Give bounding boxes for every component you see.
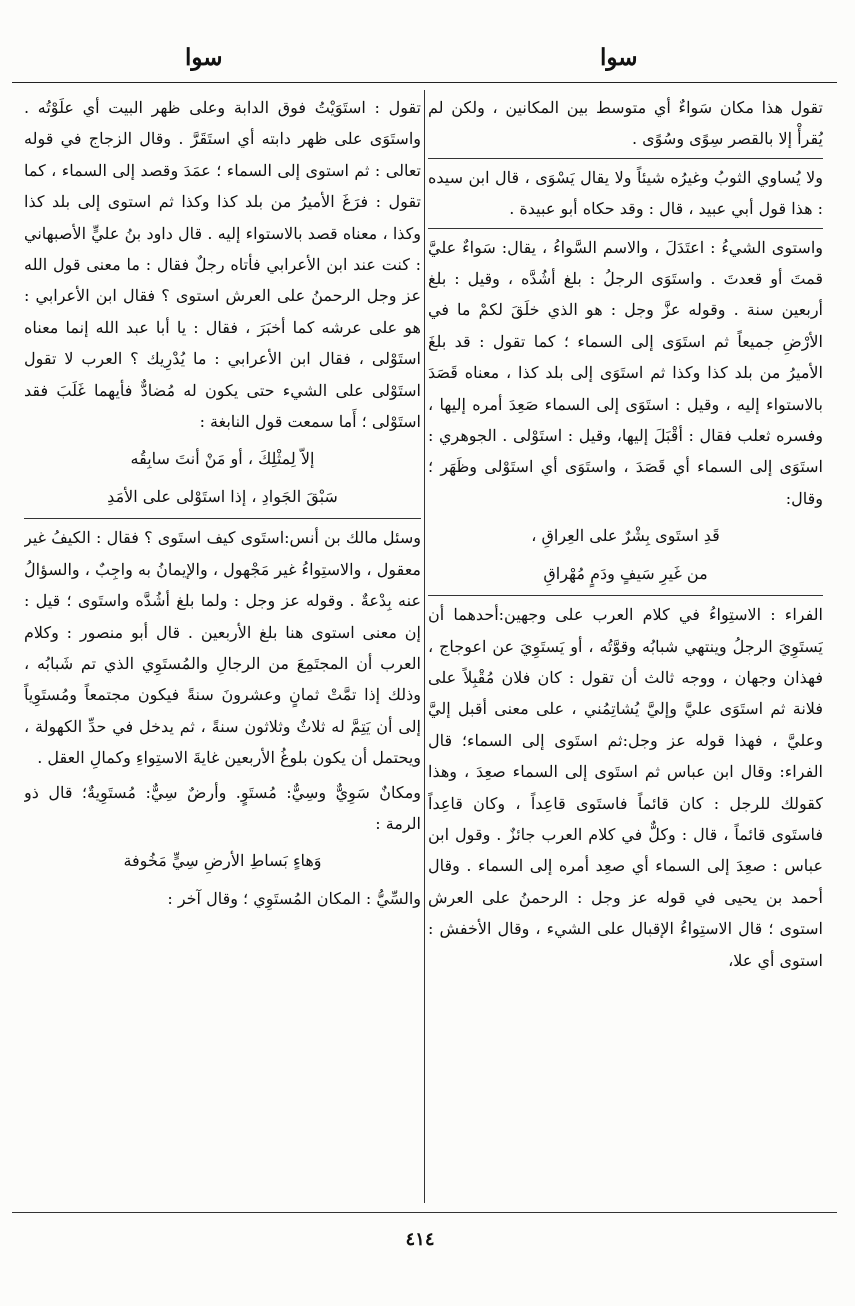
right-verse-line-1: قَدِ استَوى بِشْرٌ على العِراقِ ، (531, 526, 720, 546)
entry-separator (428, 158, 823, 159)
right-paragraph-1: تقول هذا مكان سَواءٌ أي متوسط بين المكانين ، ولكن لم يُقرأْ إلا بالقصر سِوًى وسُوًى . (428, 98, 823, 149)
left-paragraph-1: تقول : استَوَيْتُ فوق الدابة وعلى ظهر البيت أي علَوْتُه . واستَوَى على ظهر دابته أي استَقَرَّ . وقال الزجاج في قوله تعالى : ثم استوى إلى السماء ؛ عمَدَ وقصد إلى السماء ، كما تقول : فرَغَ الأميرُ من بلد كذا وكذا ثم استوى إلى بلد كذا وكذا ، معناه قصد بالاستواء إليه . قال داود بنُ عليٍّ الأصبهاني : كنت عند ابن الأعرابي فأتاه رجلٌ فقال : ما معنى قول الله عز وجل الرحمنُ على العرش استوى ؟ فقال ابن الأعرابي : هو على عرشه كما أخبَرَ ، فقال : يا أبا عبد الله إنما معناه استَوْلى ، فقال ابن الأعرابي : ما يُدْرِيك ؟ العرب لا تقول استَوْلى على الشيء حتى يكون له مُضادٌّ فأيهما غَلَبَ فقد استَوْلى ؛ أَما سمعت قول النابغة : (24, 98, 421, 432)
left-verse-line-1: إلاّ لِمثْلِكَ ، أو مَنْ أنتَ سابِقُه (130, 449, 315, 469)
left-paragraph-3: ومكانٌ سَوِيٌّ وسِيٌّ: مُستَوٍ. وأرضٌ سِيٌّ: مُستَوِيةٌ؛ قال ذو الرمة : (24, 782, 421, 833)
right-verse-line-2: من غَيرِ سَيفٍ ودَمٍ مُهْراقِ (543, 563, 708, 583)
left-paragraph-2: وسئل مالك بن أنس:استَوى كيف استَوى ؟ فقال : الكيفُ غير معقول ، والاستِواءُ غير مَجْهول ، والإيمانُ به واجِبٌ ، والسؤالُ عنه بِدْعةٌ . وقوله عز وجل : ولما بلغ أشُدَّه واستَوى ؛ قيل : إن معنى استوى هنا بلغ الأربعين . قال أبو منصور : وكلام العرب أن المجتَمِعَ من الرجالِ والمُستَوِي الذي تم شَبابُه ، وذلك إذا تمَّتْ ثمانٍ وعشرونَ سنةً فيكون مجتمعاً ومُستَوِياً إلى أن يَتِمَّ له ثلاثٌ وثلاثون سنةً ، ثم يدخل في حدِّ الكهولة ، ويحتمل أن يكون بلوغُ الأربعين غايةَ الاستِواءِ وكمالِ العقل . (24, 528, 421, 768)
header-word-left: سوا (185, 44, 223, 71)
header-rule (12, 82, 837, 83)
right-paragraph-4: الفراء : الاستِواءُ في كلام العرب على وجهين:أحدهما أن يَستَوِيَ الرجلُ وينتهي شبابُه وقوَّتُه ، أو يَستَوِيَ عن اعوجاج ، فهذان وجهان ، ووجه ثالث أن تقول : كان فلان مُقْبِلاً على فلانة ثم استَوَى عليَّ وإليَّ يُشاتِمُني ، على معنى أقبل إليَّ وعليَّ ، فهذا قوله عز وجل:ثم استَوى إلى السماء؛ قال الفراء: وقال ابن عباس ثم استَوى إلى السماء صعِدَ ، وهذا كقولك للرجل : كان قائماً فاستَوى قاعِداً ، وكان قاعِداً فاستَوى قائماً ، قال : وكلٌّ في كلام العرب جائزٌ . وقول ابن عباس : صعِدَ إلى السماء أي صعِد أمره إلى السماء . وقال أحمد بن يحيى في قوله عز وجل : الرحمنُ على العرش استوى ؛ قال الاستِواءُ الإقبال على الشيء ، وقال الأخفش : استوى أي علا، (428, 605, 823, 970)
left-paragraph-4: والسِّيُّ : المكان المُستَوِي ؛ وقال آخر : (167, 888, 421, 908)
left-verse-line-3: وَهاءٍ بَساطِ الأرضِ سِيٍّ مَخُوفة (123, 851, 322, 871)
right-column (428, 92, 823, 1204)
page-number: ٤١٤ (405, 1229, 435, 1250)
entry-separator (24, 518, 421, 519)
header-word-right: سوا (600, 44, 638, 71)
left-column (24, 92, 421, 1204)
entry-separator (428, 228, 823, 229)
footer-rule (12, 1212, 837, 1213)
right-paragraph-3: واستوى الشيءُ : اعتَدَلَ ، والاسم السَّواءُ ، يقال: سَواءٌ عليَّ قمتَ أو قعدتَ . واستَوَى الرجلُ : بلغ أشُدَّه ، وقيل : بلغ أربعين سنة . وقوله عزَّ وجل : هو الذي خلَقَ لكمْ ما في الأرْضِ جميعاً ثم استَوَى إلى السماء ؛ كما تقول : قد بلغَ الأميرُ من بلد كذا وكذا ثم استَوَى إلى بلد كذا ، معناه قَصَدَ بالاستواء إليه ، وقيل : استَوَى إلى السماء صَعِدَ أمره إليها ، وفسره ثعلب فقال : أقْبَلَ إليها، وقيل : استَوْلى . الجوهري : استَوَى إلى السماء أي قَصَدَ ، واستَوَى أي استَوْلى وظَهَر ؛ وقال: (428, 237, 823, 508)
column-divider (424, 90, 425, 1203)
entry-separator (428, 595, 823, 596)
right-paragraph-2: ولا يُساوي الثوبُ وغيرُه شيئاً ولا يقال يَسْوَى ، قال ابن سيده : هذا قول أبي عبيد ، قال : وقد حكاه أبو عبيدة . (428, 167, 823, 219)
left-verse-line-2: سَبْقَ الجَوادِ ، إذا استَوْلى على الأمَدِ (107, 486, 338, 506)
